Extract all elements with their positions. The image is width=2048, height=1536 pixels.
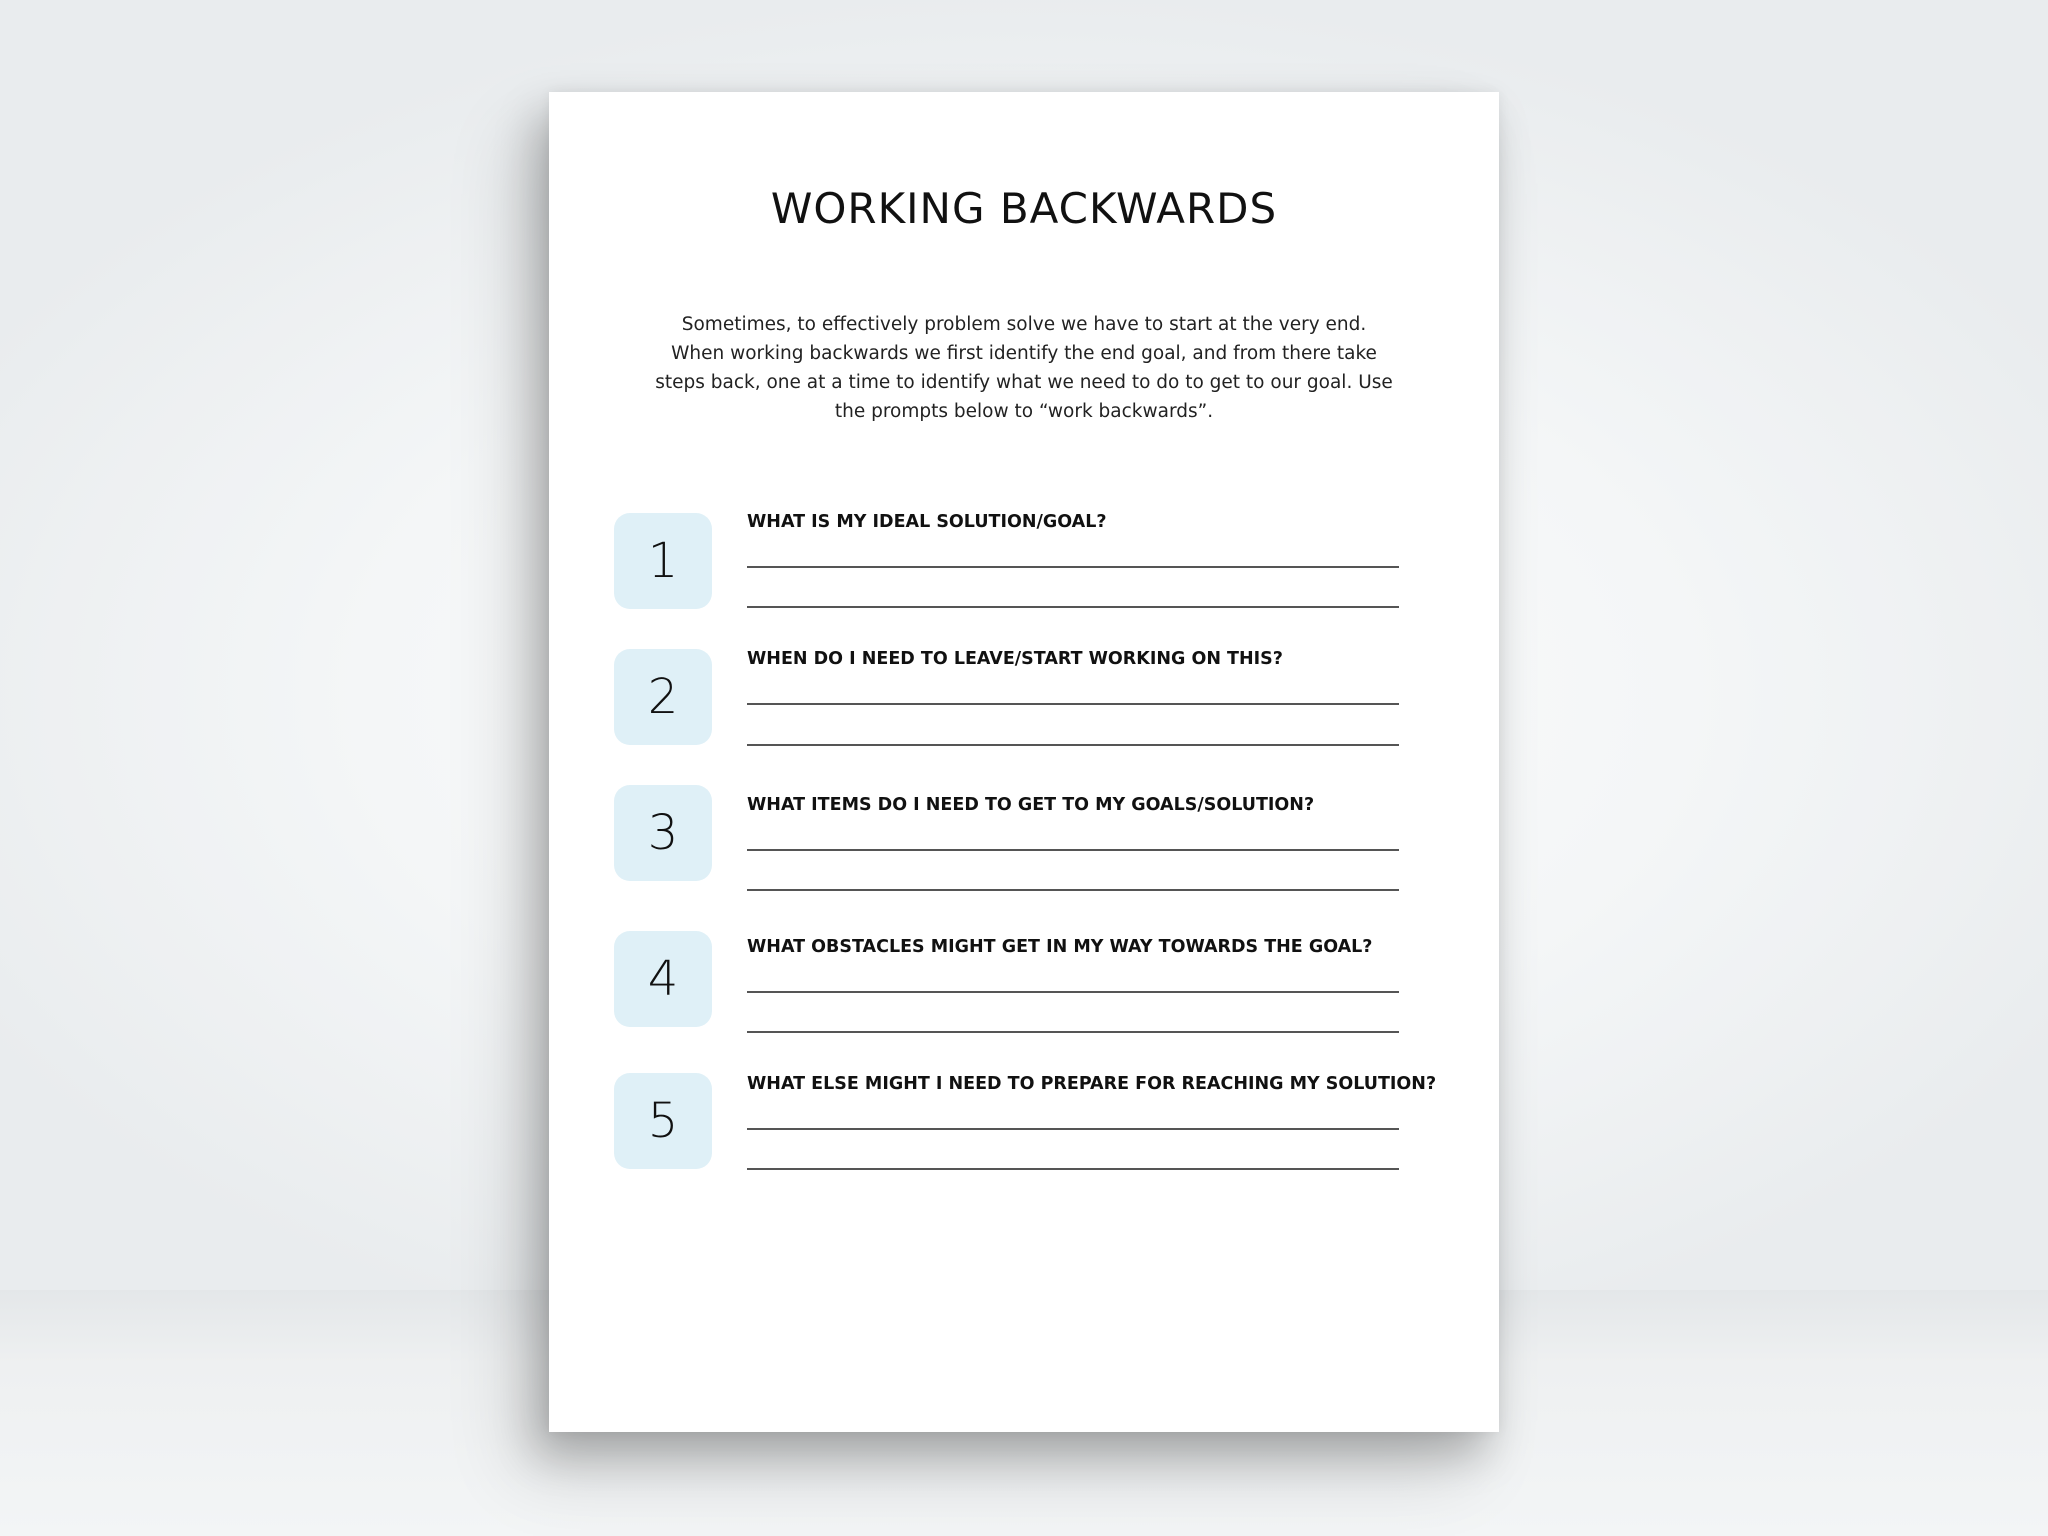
answer-line[interactable]: [747, 889, 1399, 891]
step-question: WHAT OBSTACLES MIGHT GET IN MY WAY TOWARDS THE GOAL?: [747, 937, 1373, 957]
page-title: WORKING BACKWARDS: [770, 184, 1278, 233]
intro-paragraph: Sometimes, to effectively problem solve we have to start at the very end. When working backwards we first identify the end goal, and from there take steps back, one at a time to identify what we need to do to get to our goal. Use the prompts below to “work backwards”.: [655, 314, 1393, 422]
step-number-badge: 4: [614, 931, 712, 1027]
answer-line[interactable]: [747, 703, 1399, 705]
step-question: WHAT ELSE MIGHT I NEED TO PREPARE FOR REACHING MY SOLUTION?: [747, 1074, 1437, 1094]
step-question: WHAT ITEMS DO I NEED TO GET TO MY GOALS/SOLUTION?: [747, 795, 1315, 815]
worksheet-page: [549, 92, 1499, 1432]
step-number-badge: 5: [614, 1073, 712, 1169]
step-question: WHAT IS MY IDEAL SOLUTION/GOAL?: [747, 512, 1107, 532]
answer-line[interactable]: [747, 1031, 1399, 1033]
answer-line[interactable]: [747, 606, 1399, 608]
answer-line[interactable]: [747, 744, 1399, 746]
answer-line[interactable]: [747, 566, 1399, 568]
answer-line[interactable]: [747, 849, 1399, 851]
answer-line[interactable]: [747, 1168, 1399, 1170]
answer-line[interactable]: [747, 1128, 1399, 1130]
step-number-badge: 1: [614, 513, 712, 609]
step-number-badge: 3: [614, 785, 712, 881]
step-number-badge: 2: [614, 649, 712, 745]
step-question: WHEN DO I NEED TO LEAVE/START WORKING ON THIS?: [747, 649, 1283, 669]
answer-line[interactable]: [747, 991, 1399, 993]
